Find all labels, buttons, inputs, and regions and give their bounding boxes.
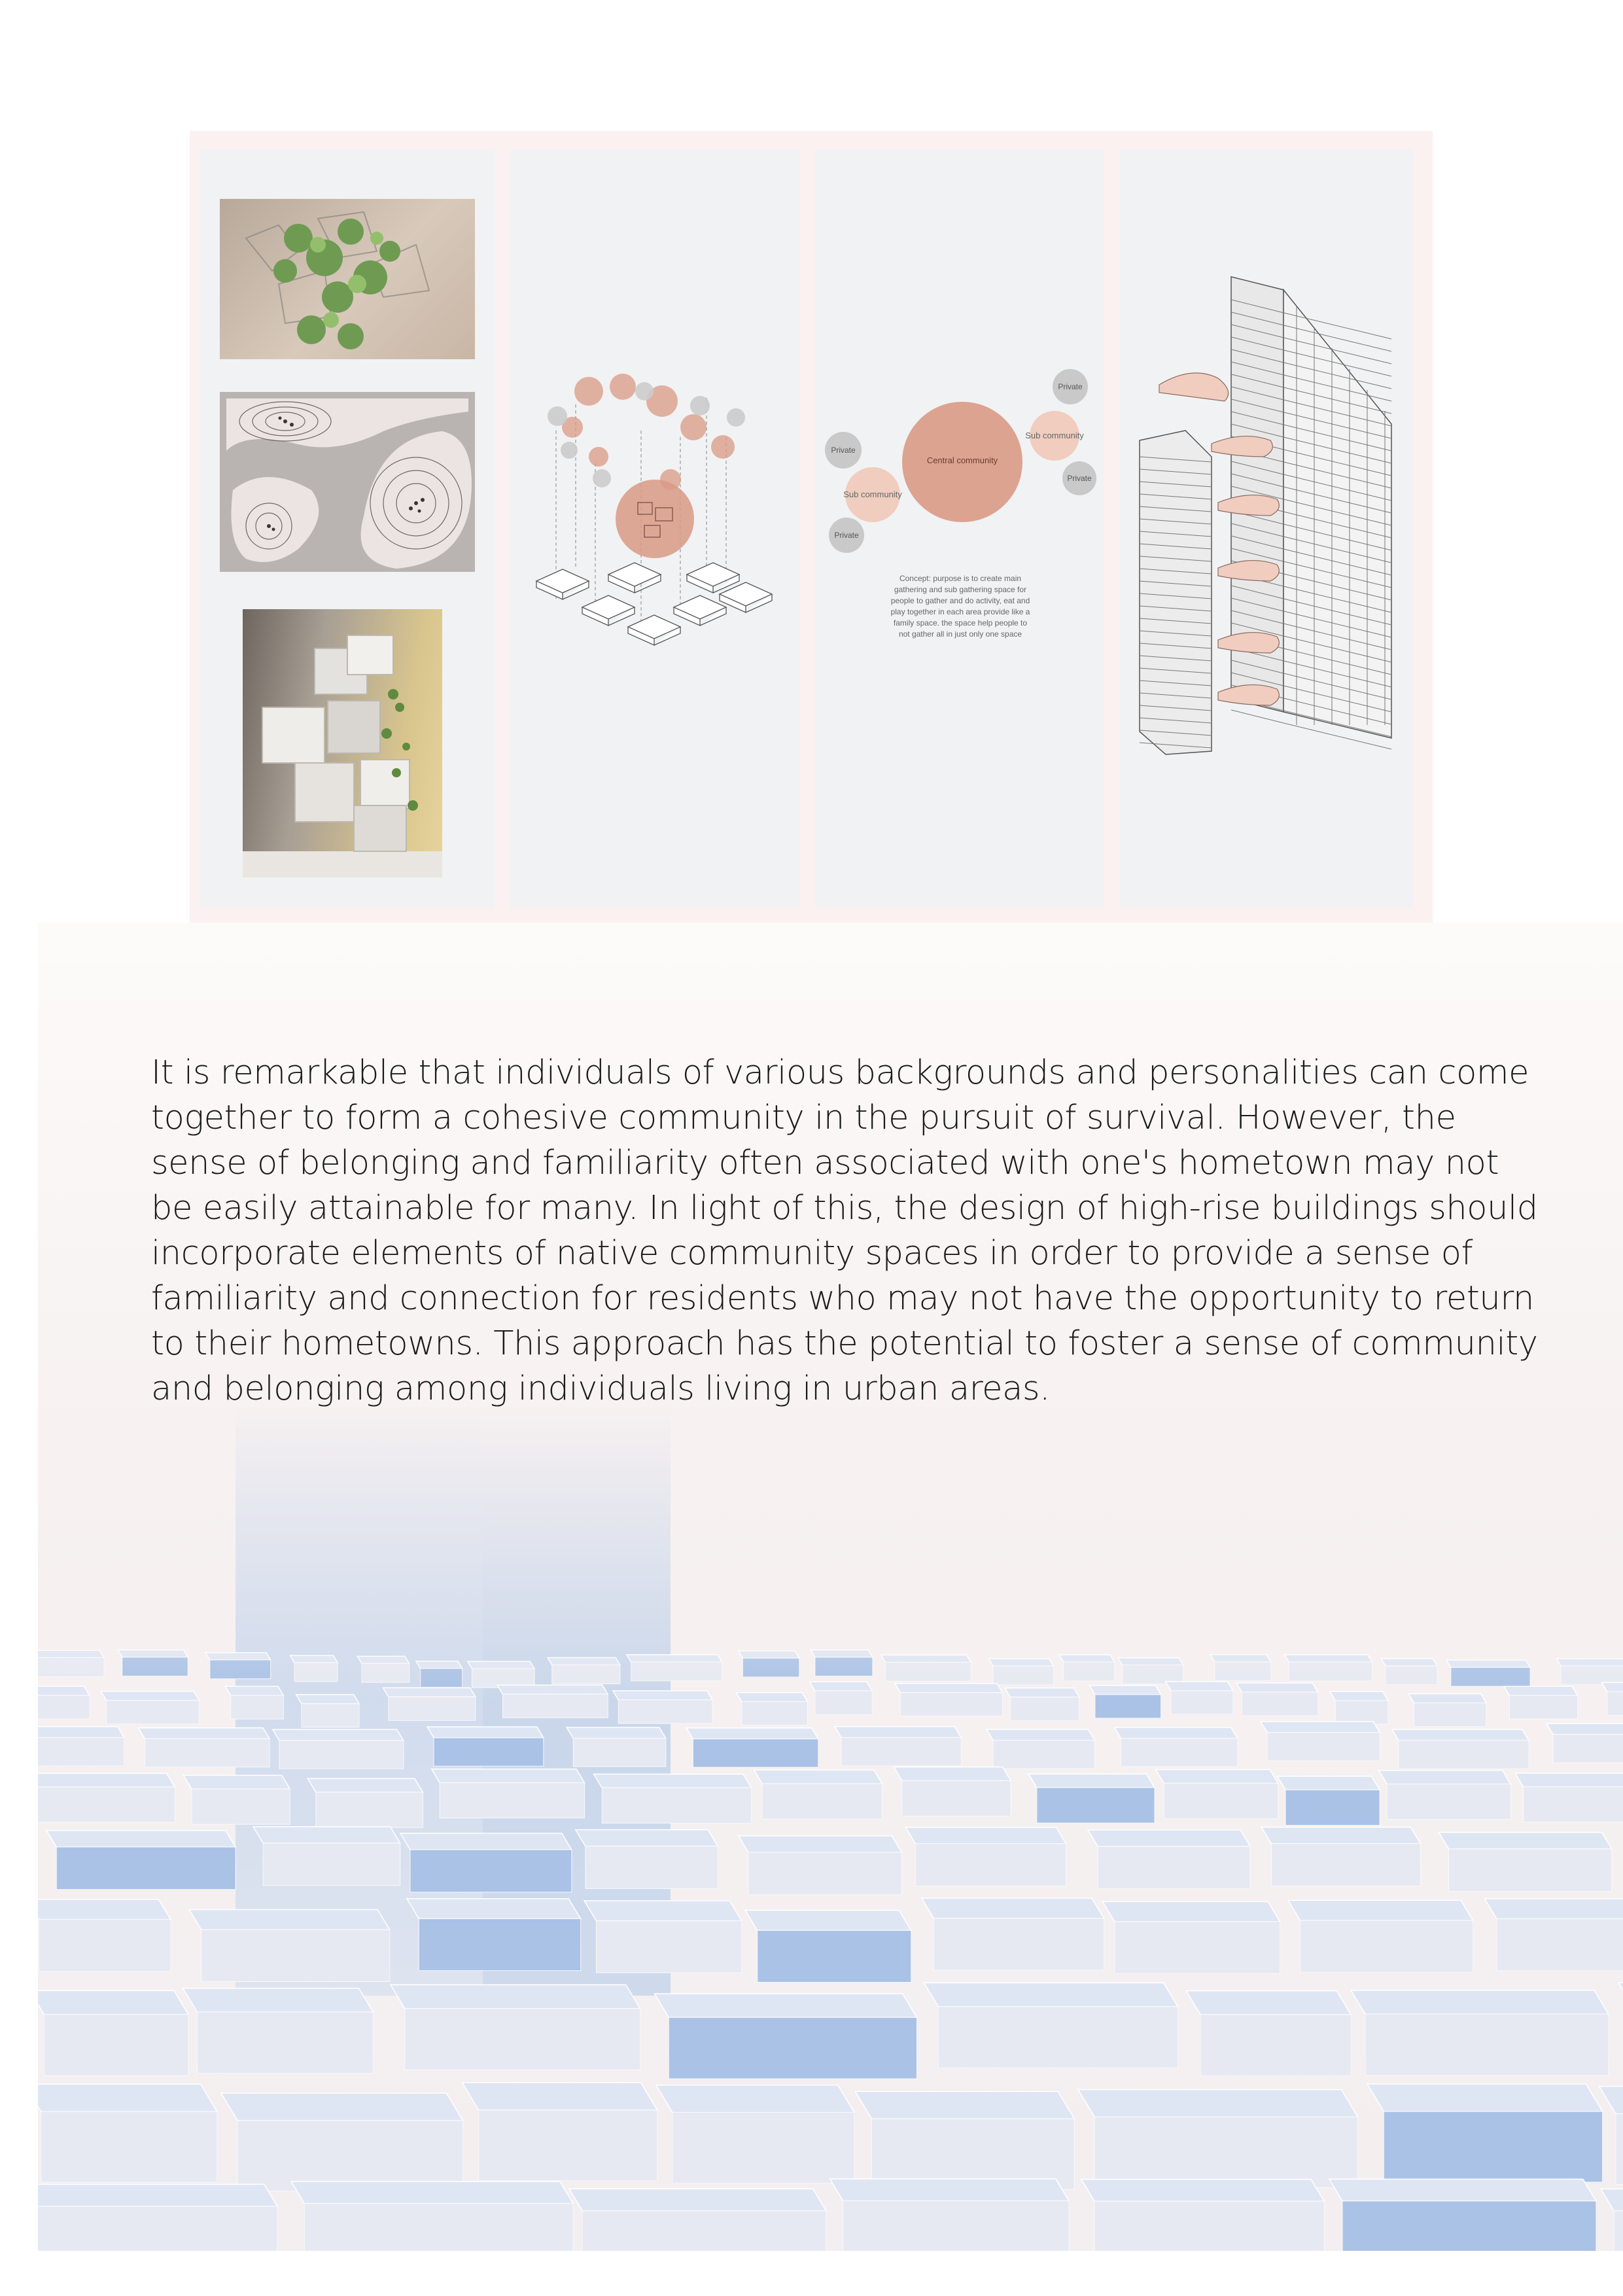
private-label-4: Private: [834, 531, 859, 540]
paragraph-line: incorporate elements of native community spaces in order to provide a sense of: [151, 1234, 1473, 1273]
paragraph-line: It is remarkable that individuals of various backgrounds and personalities can come: [151, 1053, 1529, 1092]
paragraph-line: to their hometowns. This approach has the potential to foster a sense of community: [151, 1324, 1538, 1363]
exploded-axonometric-diagram: [510, 149, 799, 908]
caption-line: play together in each area provide like a: [890, 607, 1030, 616]
panel-photos: [200, 149, 495, 908]
panel-axonometric: [510, 149, 799, 908]
caption-line: people to gather and do activity, eat and: [890, 596, 1030, 605]
paragraph-line: sense of belonging and familiarity often associated with one's hometown may not: [151, 1144, 1499, 1182]
concept-caption: [891, 574, 1030, 639]
contour-diagram: [220, 392, 475, 572]
plant-sculpture-photo: [220, 199, 475, 359]
private-label-2: Private: [831, 446, 856, 455]
community-bubble-diagram: [815, 149, 1104, 908]
paragraph-line: and belonging among individuals living in urban areas.: [151, 1369, 1050, 1408]
sub-community-label-right: Sub community: [1025, 431, 1084, 440]
caption-line: gathering and sub gathering space for: [894, 585, 1027, 594]
city-model-render: [38, 1407, 1623, 2251]
body-paragraph: [151, 1050, 1538, 1411]
paragraph-line: be easily attainable for many. In light of this, the design of high-rise buildings should: [151, 1189, 1538, 1227]
central-community-label: Central community: [926, 455, 998, 465]
private-label-3: Private: [1067, 474, 1092, 483]
high-rise-tower-drawing: [1120, 149, 1413, 908]
caption-line: Concept: purpose is to create main: [899, 574, 1022, 583]
sub-community-label-left: Sub community: [843, 489, 902, 499]
caption-line: family space. the space help people to: [893, 618, 1028, 627]
concept-board: [190, 131, 1433, 923]
caption-line: not gather all in just only one space: [898, 629, 1022, 639]
panel-tower-model: [1120, 149, 1413, 908]
paragraph-line: familiarity and connection for residents who may not have the opportunity to return: [151, 1279, 1534, 1318]
panel-community-diagram: [815, 149, 1104, 908]
paragraph-line: together to form a cohesive community in the pursuit of survival. However, the: [151, 1099, 1456, 1137]
private-label-1: Private: [1058, 382, 1083, 391]
cube-model-photo: [243, 609, 442, 877]
